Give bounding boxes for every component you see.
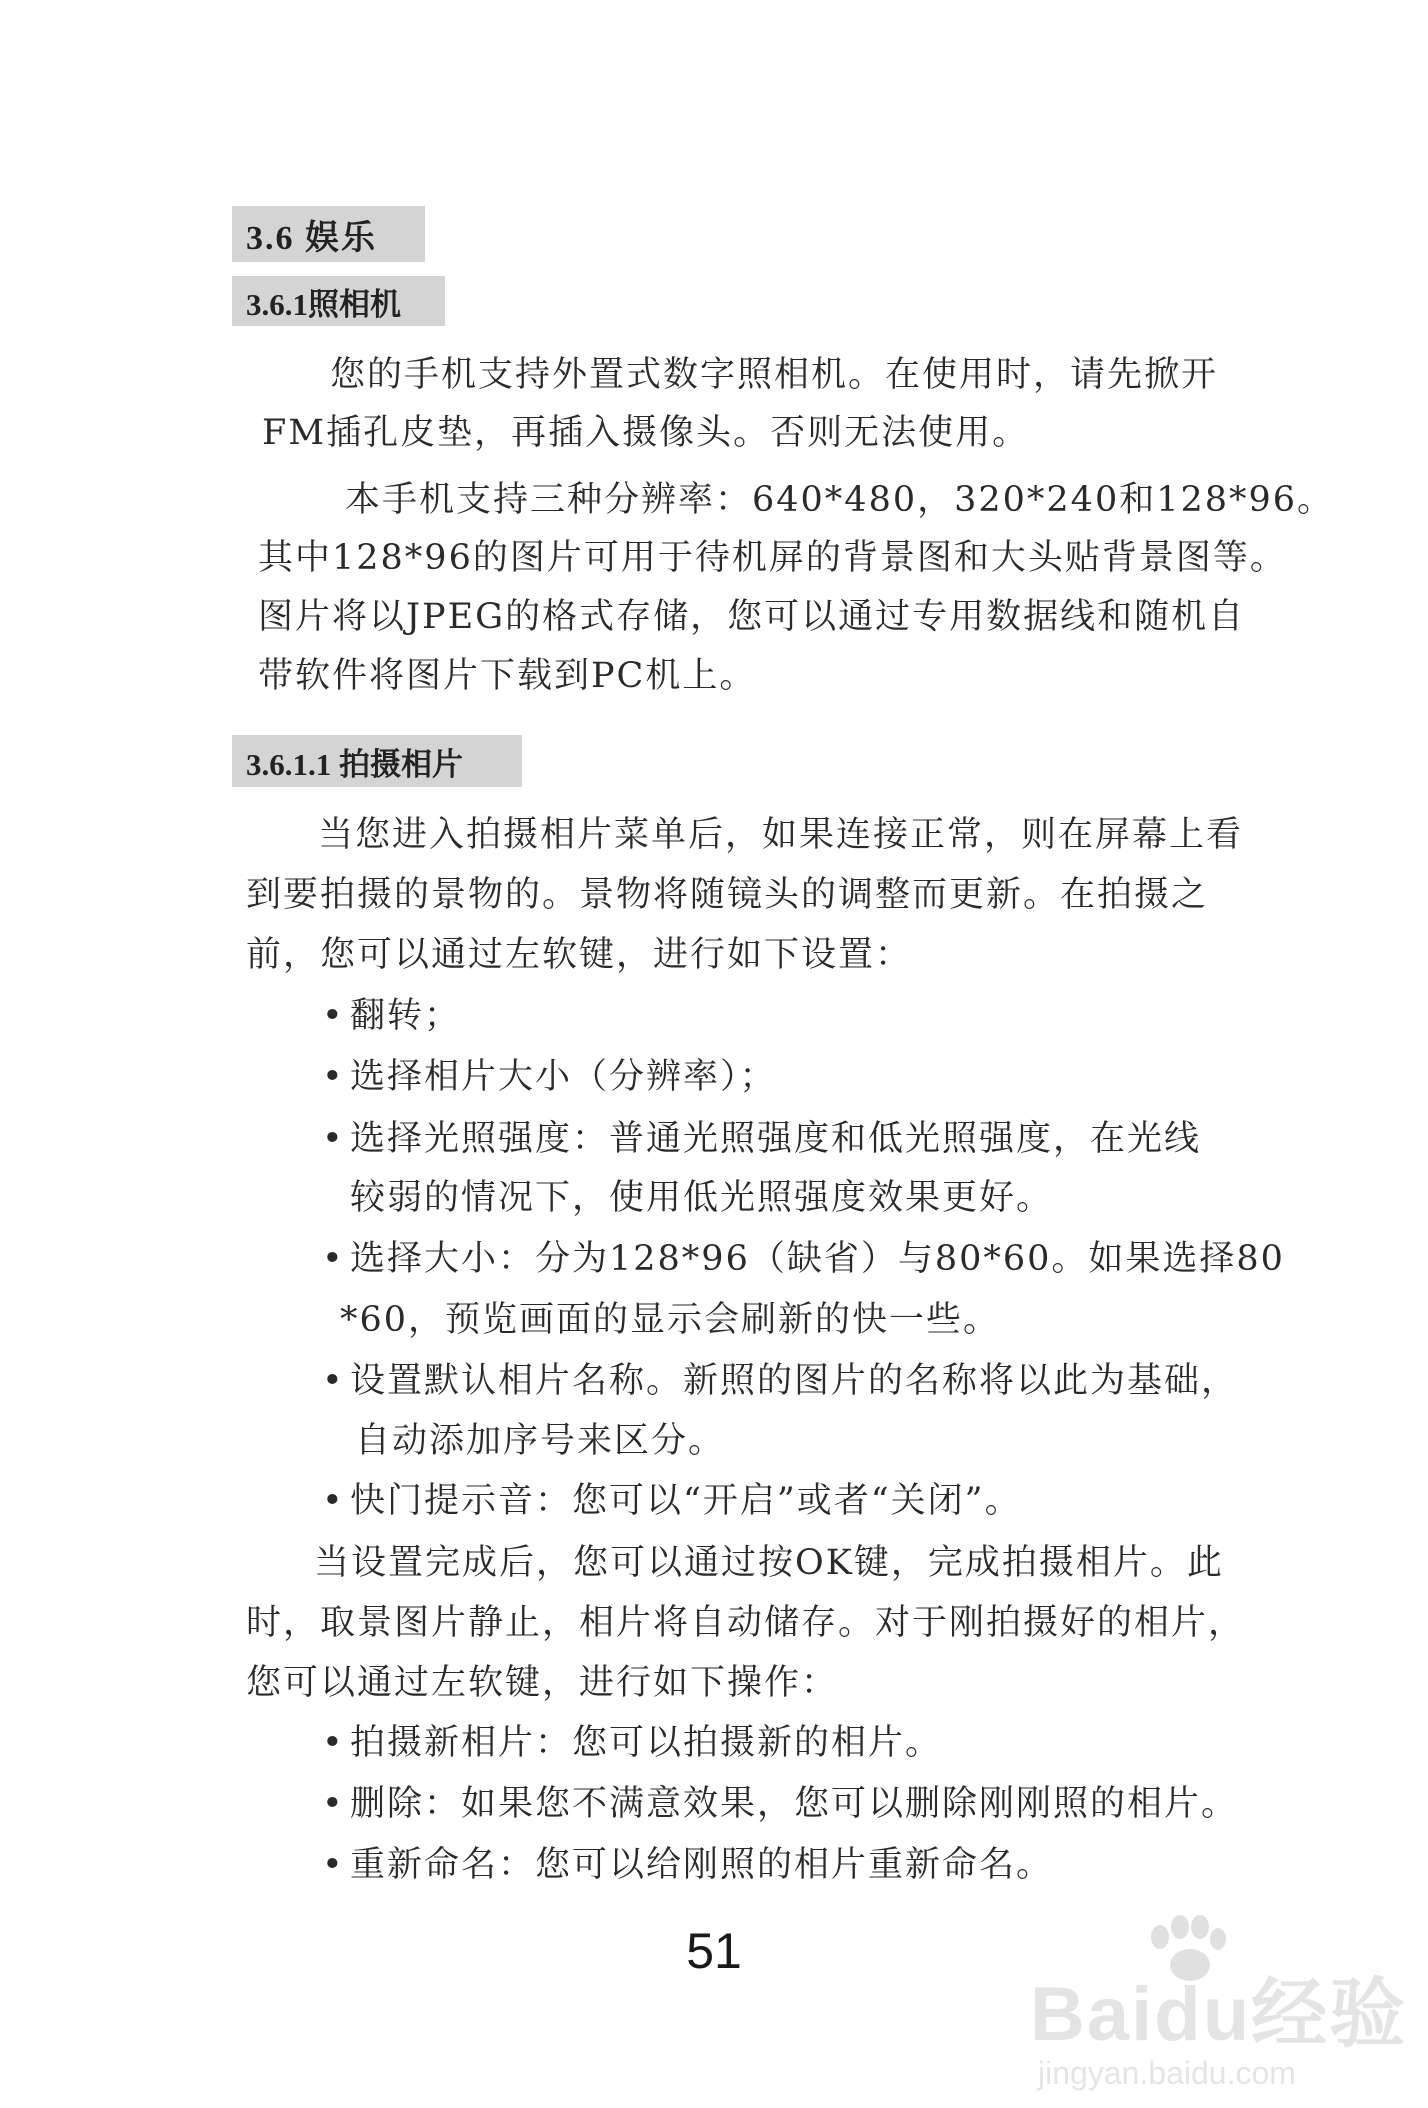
shooting-p1-line: 前，您可以通过左软键，进行如下设置： bbox=[246, 935, 913, 975]
intro-p2-line: 带软件将图片下载到PC机上。 bbox=[258, 656, 757, 696]
watermark bbox=[1030, 1915, 1408, 2105]
intro-p2-line: 本手机支持三种分辨率：640*480，320*240和128*96。 bbox=[345, 480, 1335, 520]
bullet-text: 设置默认相片名称。新照的图片的名称将以此为基础， bbox=[350, 1361, 1239, 1401]
bullet-icon: • bbox=[322, 1239, 345, 1279]
bullet-text: 快门提示音：您可以“开启”或者“关闭”。 bbox=[350, 1481, 1022, 1521]
watermark-url: jingyan.baidu.com bbox=[1038, 2055, 1296, 2091]
bullet-icon: • bbox=[322, 1361, 345, 1401]
shooting-p2-line: 当设置完成后，您可以通过按OK键，完成拍摄相片。此 bbox=[314, 1543, 1224, 1583]
operations-bullet-item bbox=[322, 1713, 942, 1773]
bullet-text: 删除：如果您不满意效果，您可以删除刚刚照的相片。 bbox=[350, 1784, 1239, 1824]
shooting-p1-line: 当您进入拍摄相片菜单后，如果连接正常，则在屏幕上看 bbox=[318, 815, 1244, 855]
bullet-text: 选择相片大小（分辨率）； bbox=[350, 1057, 777, 1097]
bullet-continuation-line: *60，预览画面的显示会刷新的快一些。 bbox=[340, 1300, 1001, 1340]
bullet-text: 选择光照强度：普通光照强度和低光照强度，在光线 bbox=[350, 1119, 1202, 1159]
subsection-heading: 3.6.1照相机 bbox=[232, 276, 445, 326]
intro-p2-line: 图片将以JPEG的格式存储，您可以通过专用数据线和随机自 bbox=[258, 597, 1246, 637]
bullet-icon: • bbox=[322, 996, 345, 1036]
intro-p1-line: FM插孔皮垫，再插入摄像头。否则无法使用。 bbox=[262, 413, 1030, 453]
bullet-icon: • bbox=[322, 1784, 345, 1824]
bullet-icon: • bbox=[322, 1481, 345, 1521]
operations-bullet-item bbox=[322, 1835, 1053, 1895]
settings-bullet-item bbox=[322, 986, 461, 1046]
settings-bullet-item bbox=[322, 1109, 1201, 1169]
section-heading: 3.6 娱乐 bbox=[232, 206, 425, 262]
shooting-p2-line: 您可以通过左软键，进行如下操作： bbox=[246, 1663, 839, 1703]
bullet-continuation-line: 自动添加序号来区分。 bbox=[355, 1421, 726, 1461]
settings-bullet-item bbox=[322, 1047, 777, 1107]
settings-bullet-item bbox=[322, 1471, 1022, 1531]
bullet-continuation-line: 较弱的情况下，使用低光照强度效果更好。 bbox=[350, 1178, 1054, 1218]
bullet-icon: • bbox=[322, 1057, 345, 1097]
operations-bullet-item bbox=[322, 1774, 1238, 1834]
bullet-icon: • bbox=[322, 1119, 345, 1159]
page-number: 51 bbox=[686, 1923, 742, 1979]
bullet-text: 选择大小：分为128*96（缺省）与80*60。如果选择80 bbox=[350, 1239, 1285, 1279]
settings-bullet-item bbox=[322, 1229, 1285, 1289]
baidu-logo: Baidu经验 bbox=[1030, 1972, 1408, 2057]
intro-p2-line: 其中128*96的图片可用于待机屏的背景图和大头贴背景图等。 bbox=[258, 538, 1287, 578]
bullet-text: 重新命名：您可以给刚照的相片重新命名。 bbox=[350, 1845, 1054, 1885]
subsubsection-heading: 3.6.1.1 拍摄相片 bbox=[232, 735, 522, 787]
bullet-text: 翻转； bbox=[350, 996, 462, 1036]
shooting-p2-line: 时，取景图片静止，相片将自动储存。对于刚拍摄好的相片， bbox=[246, 1603, 1246, 1643]
shooting-p1-line: 到要拍摄的景物的。景物将随镜头的调整而更新。在拍摄之 bbox=[246, 875, 1209, 915]
intro-p1-line: 您的手机支持外置式数字照相机。在使用时，请先掀开 bbox=[330, 355, 1219, 395]
settings-bullet-item bbox=[322, 1351, 1238, 1411]
bullet-icon: • bbox=[322, 1845, 345, 1885]
bullet-text: 拍摄新相片：您可以拍摄新的相片。 bbox=[350, 1723, 943, 1763]
bullet-icon: • bbox=[322, 1723, 345, 1763]
